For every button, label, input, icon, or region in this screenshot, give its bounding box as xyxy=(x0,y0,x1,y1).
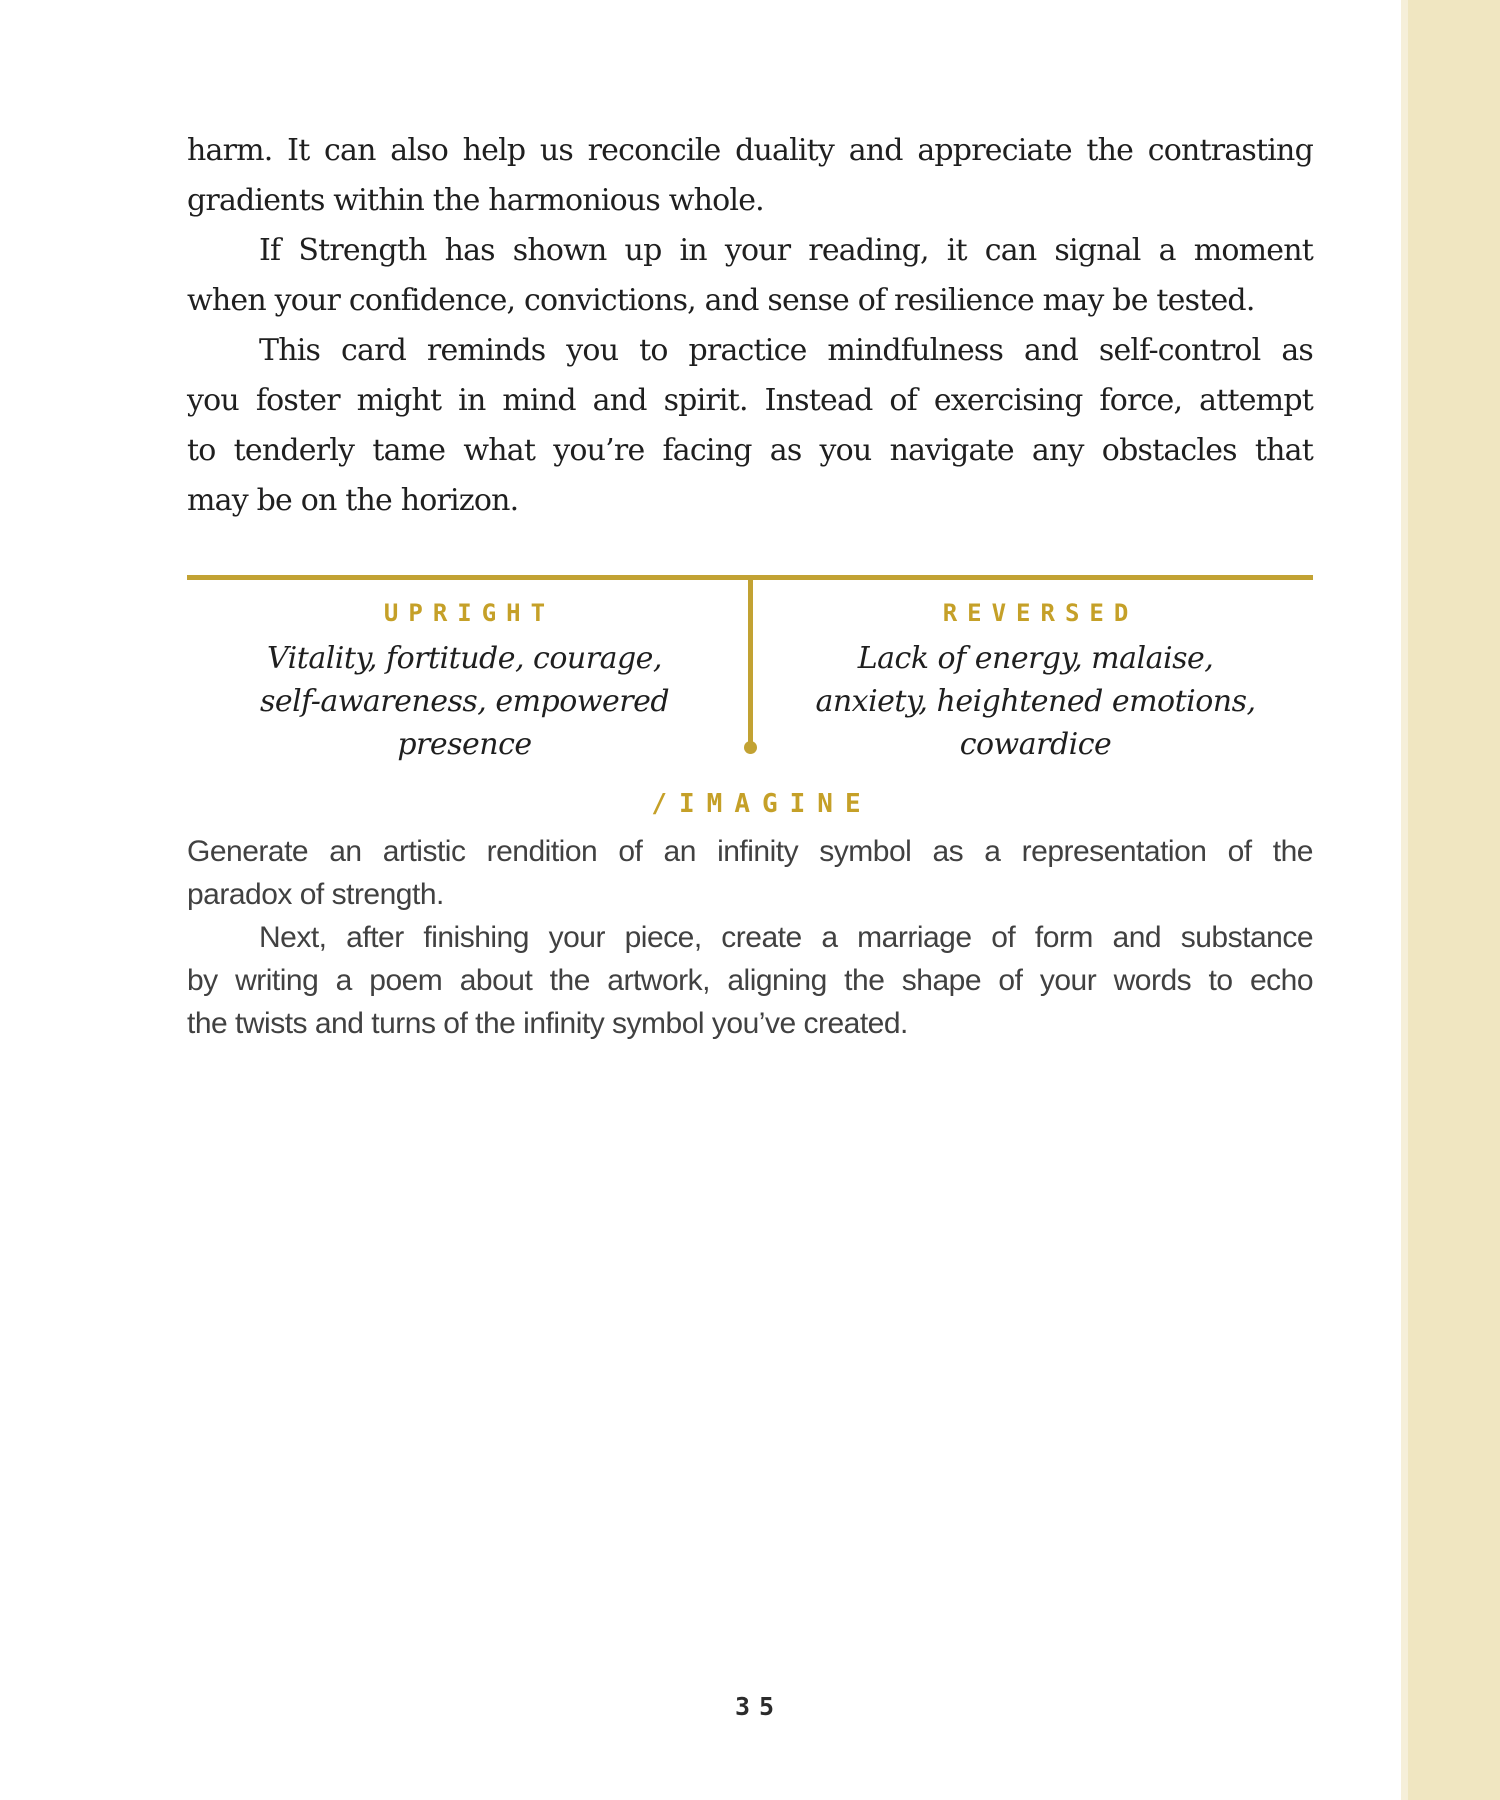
reversed-line: anxiety, heightened emotions, xyxy=(815,684,1256,719)
imagine-line: by writing a poem about the artwork, aligning the shape of your words to echo xyxy=(187,964,1313,997)
reversed-line: cowardice xyxy=(959,727,1112,762)
imagine-line: paradox of strength. xyxy=(187,878,444,911)
body-line: may be on the horizon. xyxy=(187,483,519,518)
body-line: to tenderly tame what you’re facing as you navigate any obstacles that xyxy=(187,433,1313,468)
upright-line: Vitality, fortitude, courage, xyxy=(267,641,662,676)
upright-line: presence xyxy=(397,727,532,762)
body-line: when your confidence, convictions, and sense of resilience may be tested. xyxy=(187,283,1255,318)
reversed-meanings-column xyxy=(758,597,1313,766)
imagine-line: Generate an artistic rendition of an infinity symbol as a representation of the xyxy=(187,835,1313,868)
reversed-meanings-text xyxy=(758,637,1313,766)
upright-heading: UPRIGHT xyxy=(383,599,556,627)
upright-line: self-awareness, empowered xyxy=(259,684,670,719)
body-line: harm. It can also help us reconcile duality and appreciate the contrasting xyxy=(187,133,1313,168)
body-line: This card reminds you to practice mindfulness and self-control as xyxy=(259,333,1313,368)
reversed-line: Lack of energy, malaise, xyxy=(857,641,1214,676)
body-line: If Strength has shown up in your reading, it can signal a moment xyxy=(259,233,1313,268)
body-text-block xyxy=(187,126,1313,526)
imagine-line: Next, after finishing your piece, create a marriage of form and substance xyxy=(259,921,1313,954)
page-edge-stripe-highlight xyxy=(1401,0,1408,1800)
divider-vertical-rule xyxy=(748,575,753,743)
upright-meanings-text xyxy=(187,637,742,766)
upright-meanings-column xyxy=(187,597,742,766)
body-line: you foster might in mind and spirit. Instead of exercising force, attempt xyxy=(187,383,1313,418)
imagine-text-block xyxy=(187,830,1313,1045)
page-edge-stripe xyxy=(1401,0,1500,1800)
body-line: gradients within the harmonious whole. xyxy=(187,183,764,218)
page-number: 35 xyxy=(734,1692,784,1721)
divider-dot xyxy=(744,741,757,754)
imagine-heading: /IMAGINE xyxy=(651,789,873,819)
imagine-line: the twists and turns of the infinity symbol you’ve created. xyxy=(187,1007,908,1040)
reversed-heading: REVERSED xyxy=(942,599,1139,627)
